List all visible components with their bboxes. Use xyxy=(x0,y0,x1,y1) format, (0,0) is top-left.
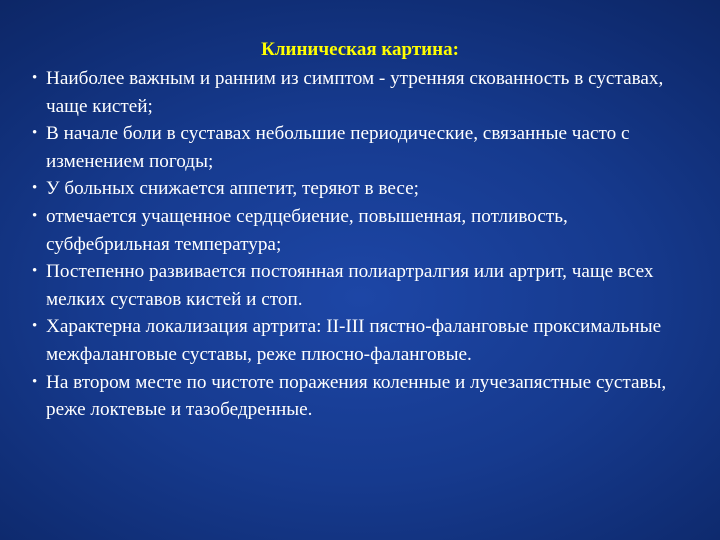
bullet-icon: • xyxy=(32,373,38,390)
list-item xyxy=(32,258,692,313)
bullet-list xyxy=(32,65,692,424)
list-item-text: Наиболее важным и ранним из симптом - утренняя скованность в суставах, чаще кистей; xyxy=(46,68,664,117)
slide-title-text: Клиническая картина: xyxy=(261,39,459,60)
list-item-text: В начале боли в суставах небольшие периодические, связанные часто с изменением погоды; xyxy=(46,123,630,172)
list-item xyxy=(32,120,692,175)
bullet-icon: • xyxy=(32,318,38,335)
list-item-text: На втором месте по чистоте поражения коленные и лучезапястные суставы, реже локтевые и тазобедренные. xyxy=(46,371,667,421)
list-item-text: отмечается учащенное сердцебиение, повышенная, потливость, субфебрильная температура; xyxy=(46,205,568,255)
bullet-icon: • xyxy=(32,263,38,280)
list-item xyxy=(32,175,692,203)
slide-title xyxy=(0,37,720,63)
list-item xyxy=(32,369,692,424)
list-item xyxy=(32,203,692,258)
list-item-text: Постепенно развивается постоянная полиартралгия или артрит, чаще всех мелких суставов кистей и стоп. xyxy=(46,261,654,310)
list-item xyxy=(32,313,692,368)
bullet-icon: • xyxy=(32,70,38,86)
bullet-icon: • xyxy=(32,207,38,224)
bullet-icon: • xyxy=(32,125,38,142)
list-item xyxy=(32,65,692,120)
bullet-icon: • xyxy=(32,180,38,197)
list-item-text: У больных снижается аппетит, теряют в весе; xyxy=(46,178,419,200)
list-item-text: Характерна локализация артрита: II-III пястно-фаланговые проксимальные межфаланговые суставы, реже плюсно-фаланговые. xyxy=(46,316,662,365)
